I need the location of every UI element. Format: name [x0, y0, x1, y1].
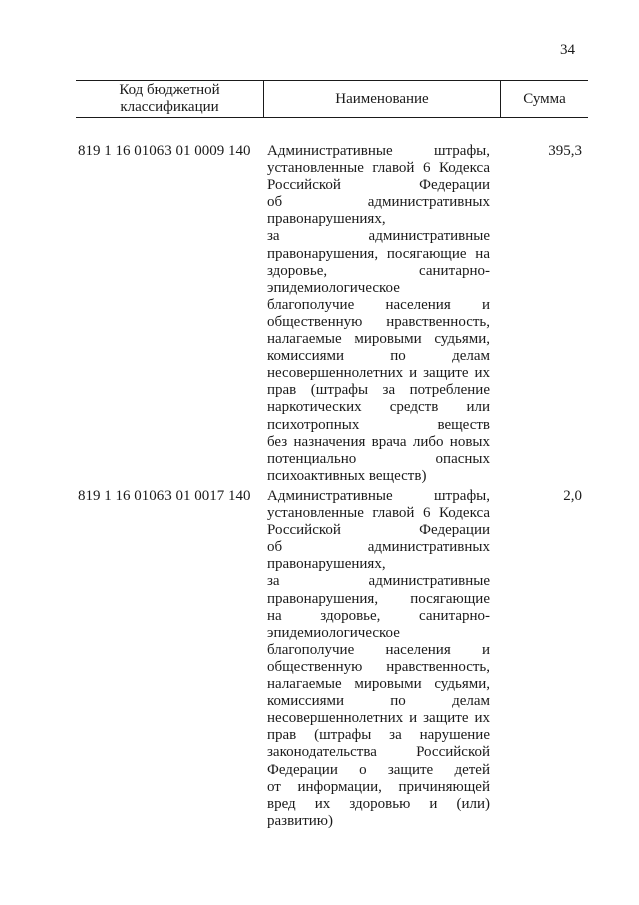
row-name-line: налагаемые мировыми судьями,	[267, 676, 490, 693]
row-name-line: благополучие населения и	[267, 641, 490, 658]
row-name-line: развитию)	[267, 812, 333, 829]
row-name-line: психотропных веществ	[267, 416, 490, 433]
row-name-line: за административные	[267, 573, 490, 590]
row-name-line: комиссиями по делам	[267, 348, 490, 365]
header-sum: Сумма	[523, 90, 566, 107]
page-number: 34	[560, 42, 575, 58]
row-name-line: эпидемиологическое	[267, 624, 400, 641]
row-name-line: правонарушениях,	[267, 211, 386, 228]
row-name-line: за административные	[267, 228, 490, 245]
row-name-line: об административных	[267, 539, 490, 556]
row-name-line: потенциально опасных	[267, 450, 490, 467]
row-name-line: установленные главой 6 Кодекса	[267, 160, 490, 177]
row-name-line: благополучие населения и	[267, 296, 490, 313]
row-name-line: комиссиями по делам	[267, 693, 490, 710]
row-name-line: от информации, причиняющей	[267, 778, 490, 795]
row-name-line: без назначения врача либо новых	[267, 433, 490, 450]
row-name-line: правонарушения, посягающие	[267, 590, 490, 607]
row-name-line: Административные штрафы,	[267, 488, 490, 504]
row-name-line: психоактивных веществ)	[267, 467, 427, 484]
row-name-line: на здоровье, санитарно-	[267, 607, 490, 624]
row-code: 819 1 16 01063 01 0009 140	[78, 143, 251, 159]
row-name-line: несовершеннолетних и защите их	[267, 365, 490, 382]
header-code: Код бюджетной классификации	[76, 81, 264, 117]
row-name-line: общественную нравственность,	[267, 313, 490, 330]
row-name-line: Российской Федерации	[267, 522, 490, 539]
header-name: Наименование	[264, 81, 501, 117]
row-name-line: Российской Федерации	[267, 177, 490, 194]
row-name-line: Административные штрафы,	[267, 143, 490, 159]
row-name-line: вред их здоровью и (или)	[267, 795, 490, 812]
row-name-line: законодательства Российской	[267, 744, 490, 761]
row-name-line: Федерации о защите детей	[267, 761, 490, 778]
row-name-line: прав (штрафы за нарушение	[267, 727, 490, 744]
row-code: 819 1 16 01063 01 0017 140	[78, 488, 251, 504]
row-name-line: прав (штрафы за потребление	[267, 382, 490, 399]
table-header	[76, 80, 588, 118]
row-name-line: общественную нравственность,	[267, 658, 490, 675]
row-name-line: несовершеннолетних и защите их	[267, 710, 490, 727]
row-name-line: наркотических средств или	[267, 399, 490, 416]
row-sum: 395,3	[548, 143, 582, 159]
row-sum: 2,0	[563, 488, 582, 504]
row-name-line: налагаемые мировыми судьями,	[267, 331, 490, 348]
row-name-line: правонарушения, посягающие на	[267, 245, 490, 262]
row-name-line: правонарушениях,	[267, 556, 386, 573]
row-name-line: эпидемиологическое	[267, 279, 400, 296]
row-name-line: установленные главой 6 Кодекса	[267, 505, 490, 522]
row-name	[267, 143, 490, 485]
row-name-line: об административных	[267, 194, 490, 211]
row-name-line: здоровье, санитарно-	[267, 262, 490, 279]
row-name	[267, 488, 490, 830]
